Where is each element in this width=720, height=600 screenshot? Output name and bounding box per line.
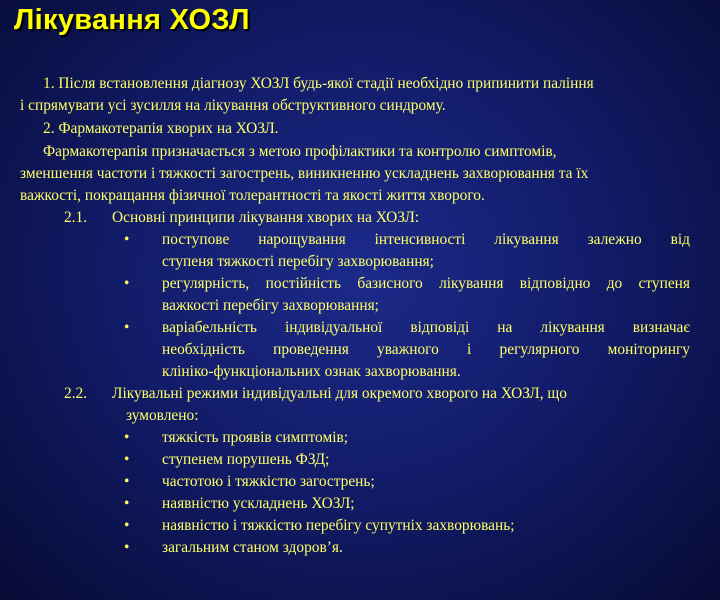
factor-item: частотою і тяжкістю загострень; [162, 473, 375, 490]
paragraph-3-line-1: Фармакотерапія призначається з метою профілактики та контролю симптомів, [43, 143, 557, 160]
principle-3-line-3: клініко-функціональних ознак захворювання. [162, 363, 461, 380]
factor-item: тяжкість проявів симптомів; [162, 429, 349, 446]
bullet-icon: • [124, 517, 130, 534]
bullet-icon: • [124, 429, 130, 446]
principle-2-line-2: важкості перебігу захворювання; [162, 297, 379, 314]
principle-1-line-2: ступеня тяжкості перебігу захворювання; [162, 253, 434, 270]
section-2-1-number: 2.1. [64, 209, 88, 226]
principle-2-line-1: регулярність, постійність базисного лікування відповідно до ступеня [162, 275, 690, 292]
bullet-icon: • [124, 539, 130, 556]
section-2-2-line-1: Лікувальні режими індивідуальні для окремого хворого на ХОЗЛ, що [112, 385, 567, 402]
paragraph-3-line-2: зменшення частоти і тяжкості загострень, виникненню ускладнень захворювання та їх [20, 165, 589, 182]
paragraph-2: 2. Фармакотерапія хворих на ХОЗЛ. [43, 120, 279, 137]
factor-item: загальним станом здоров’я. [162, 539, 343, 556]
bullet-icon: • [124, 275, 130, 292]
paragraph-1-line-2: і спрямувати усі зусилля на лікування обструктивного синдрому. [20, 97, 446, 114]
principle-1-line-1: поступове нарощування інтенсивності лікування залежно від [162, 231, 690, 248]
paragraph-1-line-1: 1. Після встановлення діагнозу ХОЗЛ будь-якої стадії необхідно припинити паління [43, 75, 594, 92]
section-2-1-title: Основні принципи лікування хворих на ХОЗЛ: [112, 209, 420, 226]
paragraph-3-line-3: важкості, покращання фізичної толерантності та якості життя хворого. [20, 187, 485, 204]
bullet-icon: • [124, 319, 130, 336]
slide-title: Лікування ХОЗЛ [14, 4, 250, 36]
bullet-icon: • [124, 495, 130, 512]
section-2-2-line-2: зумовлено: [126, 407, 199, 424]
principle-3-line-1: варіабельність індивідуальної відповіді на лікування визначає [162, 319, 690, 336]
section-2-2-number: 2.2. [64, 385, 88, 402]
factor-item: наявністю і тяжкістю перебігу супутніх захворювань; [162, 517, 515, 534]
bullet-icon: • [124, 231, 130, 248]
bullet-icon: • [124, 473, 130, 490]
factor-item: наявністю ускладнень ХОЗЛ; [162, 495, 355, 512]
bullet-icon: • [124, 451, 130, 468]
principle-3-line-2: необхідність проведення уважного і регулярного моніторингу [162, 341, 690, 358]
factor-item: ступенем порушень ФЗД; [162, 451, 330, 468]
